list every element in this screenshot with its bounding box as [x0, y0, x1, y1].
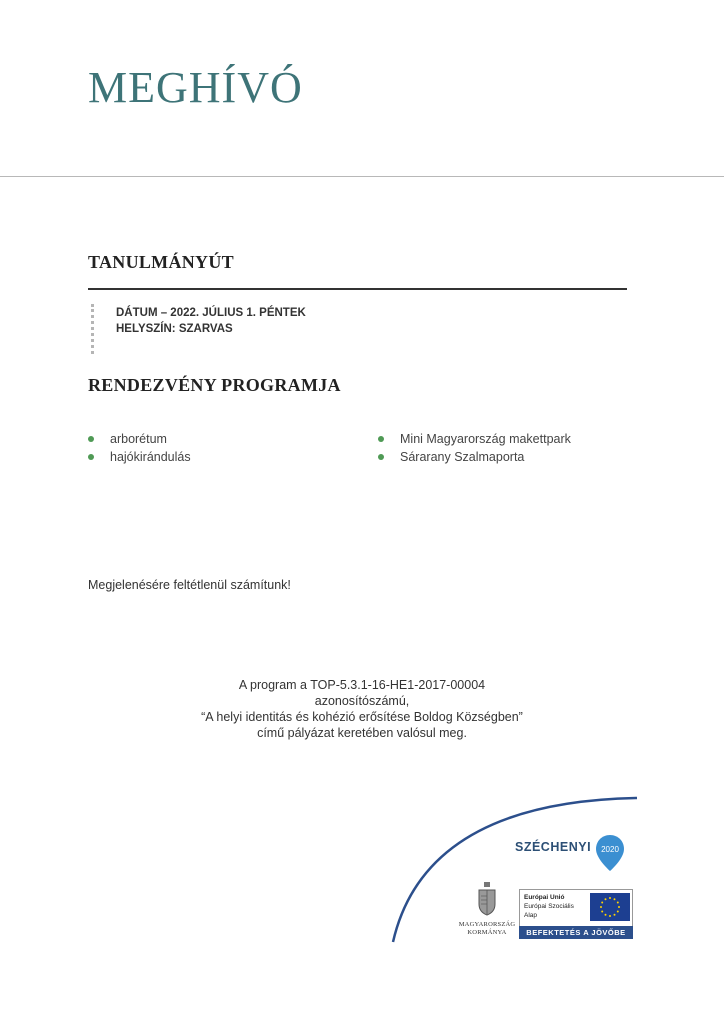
funding-statement [162, 677, 562, 741]
funding-logo-block [385, 786, 645, 946]
szechenyi-pin-icon [595, 834, 625, 872]
eu-logo [519, 889, 633, 927]
list-item: arborétum [88, 430, 191, 448]
header-divider [0, 176, 724, 177]
program-list-right [378, 430, 571, 466]
list-item: Mini Magyarország makettpark [378, 430, 571, 448]
program-list-left [88, 430, 191, 466]
event-info [116, 305, 306, 337]
bullet-icon [88, 436, 94, 442]
svg-text:2020: 2020 [601, 845, 619, 854]
kormany-line-2: KORMÁNYA [467, 929, 507, 936]
list-item: Sárarany Szalmaporta [378, 448, 571, 466]
funding-line: azonosítószámú, [314, 694, 410, 708]
szechenyi-logo-text: SZÉCHENYI [515, 840, 592, 854]
funding-line: A program a TOP-5.3.1-16-HE1-2017-00004 [238, 678, 486, 692]
document-title: MEGHÍVÓ [88, 63, 303, 112]
kormany-logo [455, 882, 519, 937]
bullet-icon [378, 454, 384, 460]
funding-line: “A helyi identitás és kohézió erősítése Boldog Községben” [201, 710, 523, 724]
kormany-line-1: MAGYARORSZÁG [458, 921, 516, 928]
list-item: hajókirándulás [88, 448, 191, 466]
section-divider [88, 288, 627, 290]
location-line: HELYSZÍN: SZARVAS [116, 323, 233, 335]
funding-line: című pályázat keretében valósul meg. [257, 726, 467, 740]
befektetes-banner: BEFEKTETÉS A JÖVŐBE [519, 926, 633, 939]
eu-line-1: Európai Unió [524, 894, 565, 901]
eu-line-3: Alap [524, 912, 538, 919]
coat-of-arms-icon [476, 882, 498, 916]
eu-line-2: Európai Szociális [524, 903, 574, 910]
section-heading-program: RENDEZVÉNY PROGRAMJA [88, 375, 341, 395]
section-heading-tanulmanyut: TANULMÁNYÚT [88, 252, 234, 272]
closing-sentence: Megjelenésére feltétlenül számítunk! [88, 578, 291, 592]
bullet-icon [378, 436, 384, 442]
date-line: DÁTUM – 2022. JÚLIUS 1. PÉNTEK [116, 307, 306, 319]
eu-flag-icon [590, 893, 630, 921]
bullet-icon [88, 454, 94, 460]
dotted-accent-line [91, 304, 94, 354]
